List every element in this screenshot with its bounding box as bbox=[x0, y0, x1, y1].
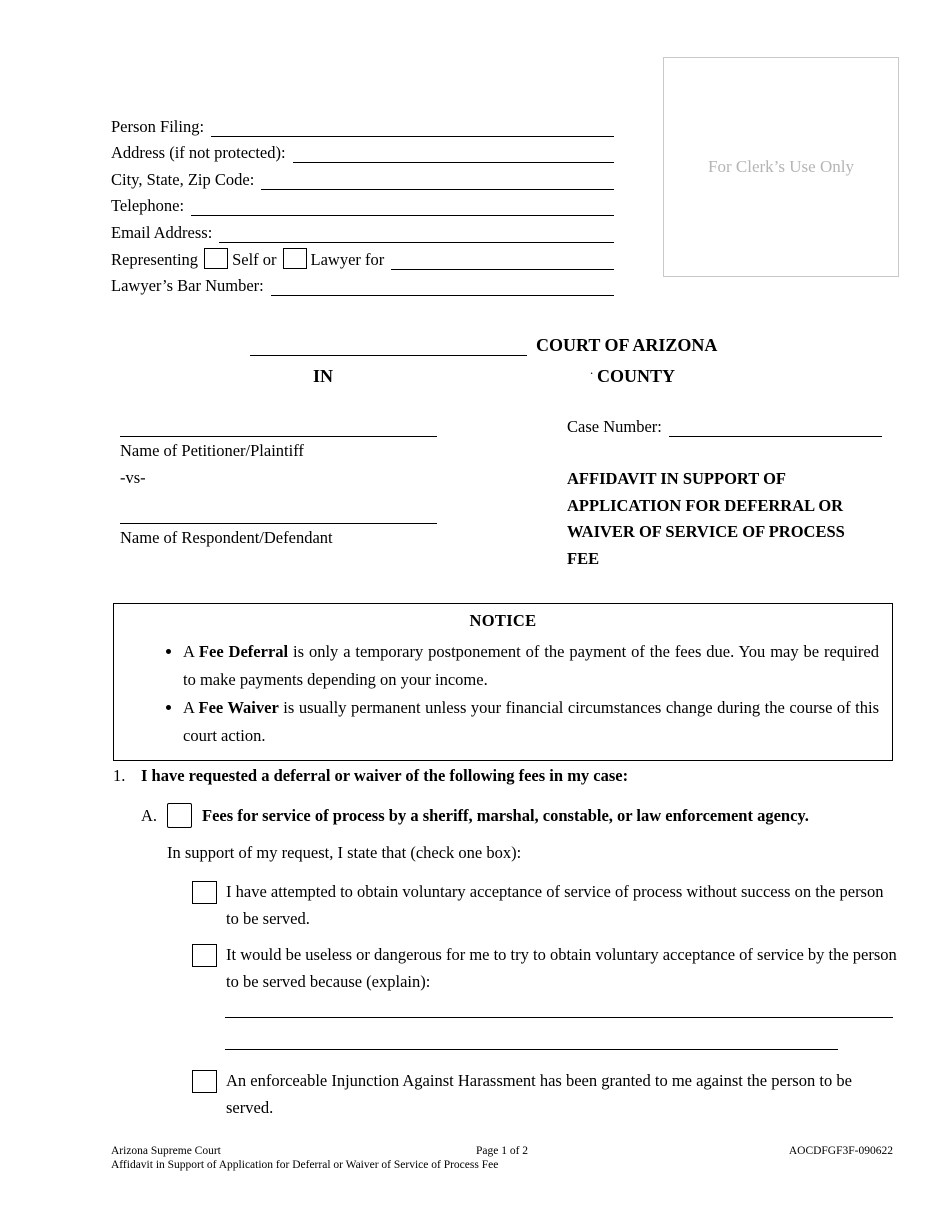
respondent-name-line[interactable] bbox=[120, 488, 437, 524]
document-title-line: APPLICATION FOR DEFERRAL OR bbox=[567, 495, 844, 515]
petitioner-name-line[interactable] bbox=[120, 424, 437, 437]
notice-title: NOTICE bbox=[469, 611, 537, 630]
case-number-row bbox=[567, 414, 882, 437]
document-title-line: FEE bbox=[567, 548, 600, 568]
notice-bullet: • A Fee Deferral is only a temporary postponement of the payment of the fees due. You may be required to make payments depending on your income. bbox=[183, 638, 879, 693]
page-number: Page 1 of 2 bbox=[475, 1145, 529, 1157]
case-column bbox=[567, 414, 882, 572]
county-label: COUNTY bbox=[597, 366, 676, 386]
item-1-text: I have requested a deferral or waiver of the following fees in my case: bbox=[141, 766, 629, 785]
item-a bbox=[141, 803, 809, 828]
option-useless-dangerous-text: It would be useless or dangerous for me to try to obtain voluntary acceptance of service by the person to be served because (explain): bbox=[226, 945, 897, 991]
explanation-line-2[interactable] bbox=[225, 1034, 838, 1050]
self-or-label: Self or bbox=[232, 249, 277, 269]
city-state-zip-row bbox=[111, 163, 614, 190]
telephone-line[interactable] bbox=[191, 190, 614, 217]
court-heading-line2 bbox=[0, 362, 950, 390]
option-useless-dangerous bbox=[192, 941, 897, 995]
city-state-zip-line[interactable] bbox=[261, 163, 614, 190]
fee-waiver-term: Fee Waiver bbox=[198, 698, 279, 717]
notice-bullet: • A Fee Waiver is usually permanent unless your financial circumstances change during the course of this court action. bbox=[183, 694, 879, 749]
vs-label: -vs- bbox=[120, 468, 146, 487]
case-number-label: Case Number: bbox=[567, 417, 662, 436]
petitioner-label: Name of Petitioner/Plaintiff bbox=[120, 441, 304, 460]
person-filing-label: Person Filing: bbox=[111, 116, 205, 136]
court-of-arizona-label: COURT OF ARIZONA bbox=[536, 335, 718, 355]
address-row bbox=[111, 137, 614, 164]
telephone-row bbox=[111, 190, 614, 217]
representing-self-checkbox[interactable] bbox=[204, 248, 228, 269]
footer-court-name: Arizona Supreme Court bbox=[111, 1145, 221, 1157]
email-row bbox=[111, 216, 614, 243]
item-1 bbox=[113, 766, 628, 786]
option-injunction bbox=[192, 1067, 897, 1121]
item-1-number: 1. bbox=[113, 766, 126, 785]
notice-bullet-list bbox=[127, 638, 879, 749]
item-a-text: Fees for service of process by a sheriff, marshal, constable, or law enforcement agency. bbox=[202, 806, 809, 825]
fee-deferral-term: Fee Deferral bbox=[198, 642, 289, 661]
footer-form-title: Affidavit in Support of Application for Deferral or Waiver of Service of Process Fee bbox=[111, 1158, 499, 1171]
respondent-label: Name of Respondent/Defendant bbox=[120, 528, 333, 547]
court-heading-line1 bbox=[250, 334, 717, 356]
option-attempted-service bbox=[192, 878, 897, 932]
representing-row bbox=[111, 243, 614, 270]
representing-label: Representing bbox=[111, 249, 199, 269]
item-a-intro: In support of my request, I state that (check one box): bbox=[167, 843, 522, 862]
bar-number-line[interactable] bbox=[271, 270, 614, 297]
person-filing-line[interactable] bbox=[211, 110, 614, 137]
item-a-letter: A. bbox=[141, 806, 158, 825]
court-name-line[interactable] bbox=[250, 334, 527, 356]
option-attempted-service-text: I have attempted to obtain voluntary acceptance of service of process without success on the person to be served. bbox=[226, 882, 884, 928]
lawyer-for-label: Lawyer for bbox=[310, 249, 385, 269]
fees-service-checkbox[interactable] bbox=[167, 803, 192, 828]
explanation-line-1[interactable] bbox=[225, 1002, 893, 1018]
useless-dangerous-checkbox[interactable] bbox=[192, 944, 217, 967]
telephone-label: Telephone: bbox=[111, 196, 185, 216]
clerk-use-text: For Clerk’s Use Only bbox=[708, 157, 854, 176]
email-label: Email Address: bbox=[111, 222, 213, 242]
email-line[interactable] bbox=[219, 216, 614, 243]
injunction-checkbox[interactable] bbox=[192, 1070, 217, 1093]
footer-form-code: AOCDFGF3F-090622 bbox=[788, 1145, 893, 1157]
address-label: Address (if not protected): bbox=[111, 143, 286, 163]
header-fields bbox=[111, 110, 614, 296]
bar-number-label: Lawyer’s Bar Number: bbox=[111, 276, 264, 296]
option-injunction-text: An enforceable Injunction Against Harassment has been granted to me against the person to be served. bbox=[226, 1071, 852, 1117]
representing-lawyer-checkbox[interactable] bbox=[283, 248, 307, 269]
lawyer-for-line[interactable] bbox=[391, 243, 614, 270]
document-title-line: WAIVER OF SERVICE OF PROCESS bbox=[567, 522, 845, 542]
case-number-line[interactable] bbox=[669, 414, 882, 437]
document-title bbox=[567, 466, 897, 572]
in-label: IN bbox=[313, 366, 334, 386]
clerk-use-box bbox=[663, 57, 899, 277]
bar-number-row bbox=[111, 270, 614, 297]
parties-block bbox=[120, 424, 438, 548]
notice-box bbox=[113, 603, 893, 761]
county-period-mark: . bbox=[590, 362, 594, 377]
address-line[interactable] bbox=[293, 137, 614, 164]
document-title-line: AFFIDAVIT IN SUPPORT OF bbox=[567, 469, 786, 488]
footer-left bbox=[111, 1145, 498, 1172]
person-filing-row bbox=[111, 110, 614, 137]
attempted-service-checkbox[interactable] bbox=[192, 881, 217, 904]
city-state-zip-label: City, State, Zip Code: bbox=[111, 169, 255, 189]
